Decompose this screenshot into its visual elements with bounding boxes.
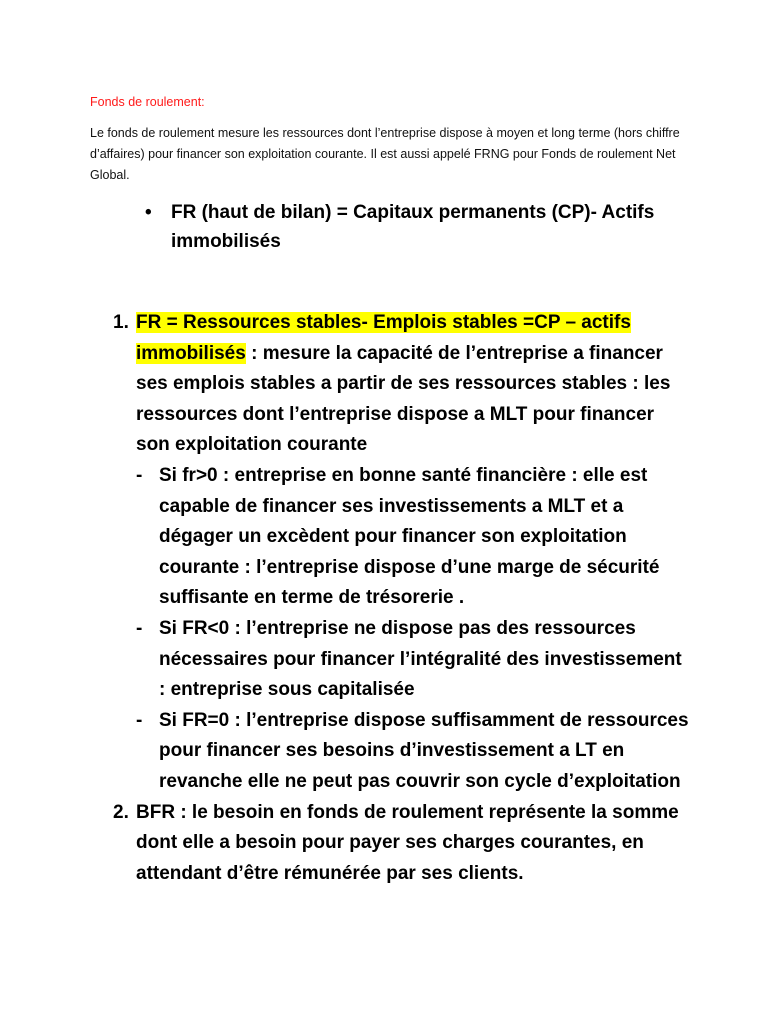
- dash-marker: -: [136, 709, 143, 731]
- list-item-2: [113, 798, 693, 890]
- bullet-item: [145, 198, 705, 256]
- list-item-text: BFR : le besoin en fonds de roulement représente la somme dont elle a besoin pour payer ses charges courantes, en attendant d’être rémunérée par ses clients.: [136, 801, 679, 884]
- sub-item-text: Si FR=0 : l’entreprise dispose suffisamment de ressources pour financer ses besoins d’investissement a LT en revanche elle ne peut pas couvrir son cycle d’exploitation: [159, 709, 689, 792]
- list-number: 1.: [113, 312, 129, 333]
- dash-marker: -: [136, 617, 143, 639]
- list-item-1: [113, 308, 693, 798]
- sub-item-text: Si fr>0 : entreprise en bonne santé financière : elle est capable de financer ses investissements a MLT et a dégager un excèdent pour financer son exploitation courante : l’entreprise dispose d’une marge de sécurité suffisante en terme de trésorerie .: [159, 464, 660, 609]
- sub-item-1: [136, 461, 693, 614]
- numbered-list: [113, 308, 693, 889]
- sub-item-2: [136, 614, 693, 706]
- bullet-marker: •: [145, 202, 152, 223]
- bullet-text: FR (haut de bilan) = Capitaux permanents (CP)- Actifs immobilisés: [171, 202, 655, 252]
- sub-item-3: [136, 706, 693, 798]
- dash-marker: -: [136, 464, 143, 486]
- highlighted-formula: FR = Ressources stables- Emplois stables =CP – actifs immobilisés: [136, 312, 631, 364]
- intro-paragraph: Le fonds de roulement mesure les ressources dont l’entreprise dispose à moyen et long terme (hors chiffre d’affaires) pour financer son exploitation courante. Il est aussi appelé FRNG pour Fonds de roulement Net Global.: [90, 126, 680, 182]
- list-number: 2.: [113, 801, 129, 823]
- sub-item-text: Si FR<0 : l’entreprise ne dispose pas des ressources nécessaires pour financer l’intégralité des investissement : entreprise sous capitalisée: [159, 617, 682, 701]
- list-item-text: : mesure la capacité de l’entreprise a financer ses emplois stables a partir de ses ressources stables : les ressources dont l’entreprise dispose a MLT pour financer son exploitation courante: [136, 342, 671, 456]
- section-heading: Fonds de roulement:: [90, 95, 205, 109]
